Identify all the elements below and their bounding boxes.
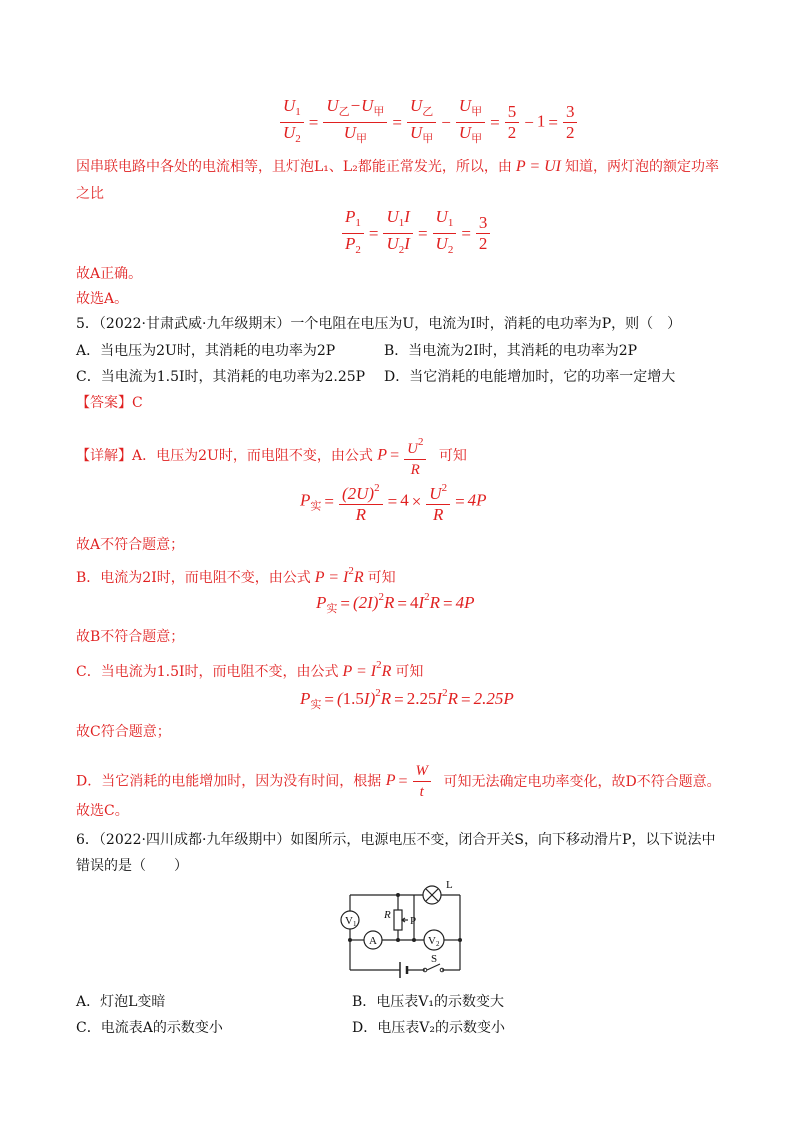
- q5-detail-b: B．电流为2I时，而电阻不变，由公式 $P = I^2R$ 可知: [76, 565, 396, 586]
- q5-option-b: B．当电流为2I时，其消耗的电功率为2P: [384, 343, 638, 359]
- q5-answer: 【答案】C: [76, 395, 143, 411]
- q5-verdict-c: 故C符合题意；: [76, 724, 171, 740]
- resistor-label: R: [384, 909, 391, 921]
- equation-c: $P_实 = (1.5I)^2R = 2.25I^2R = 2.25P$: [300, 687, 514, 711]
- q6-option-a: A．灯泡L变暗: [76, 994, 166, 1010]
- v2-label: V2: [428, 935, 440, 948]
- slider-label: P: [410, 915, 417, 927]
- q5-detail-d: D．当它消耗的电能增加时，因为没有时间，根据 P = $\frac{W}{t}$ 可知无法确定电功率变化，故D不符合题意。: [76, 763, 721, 800]
- v1-label: V1: [345, 915, 357, 928]
- q5-detail-c: C．当电流为1.5I时，而电阻不变，由公式 $P = I^2R$ 可知: [76, 659, 424, 680]
- switch-label: S: [431, 953, 438, 965]
- ammeter-label: A: [369, 935, 377, 947]
- q6-option-b: B．电压表V₁的示数变大: [352, 994, 505, 1010]
- circuit-diagram: [330, 878, 490, 988]
- power-ratio-equation: $\frac{P_1}{P_2}$ = $\frac{U_1I}{U_2I}$ = $\frac{U_1}{U_2}$ = $\frac{3}{2}$: [340, 207, 492, 260]
- q5-option-a: A．当电压为2U时，其消耗的电功率为2P: [76, 343, 336, 359]
- equation-a: $P_实$ = $\frac{(2U)^2}{R}$ = 4 × $\frac{U^2}{R}$ = 4P: [300, 478, 487, 525]
- q5-verdict-a: 故A不符合题意；: [76, 537, 185, 553]
- q6-stem-1: 6．（2022·四川成都·九年级期中）如图所示，电源电压不变，闭合开关S，向下移动滑片P，以下说法中: [76, 832, 716, 848]
- q5-detail-a: 【详解】A．电压为2U时，而电阻不变，由公式 P = $\frac{U^2}{R}$ 可知: [76, 432, 467, 480]
- prev-answer: 故A正确。: [76, 266, 143, 282]
- lamp-label: L: [446, 879, 453, 891]
- prev-choice: 故选A。: [76, 291, 129, 307]
- intro-line-cont: 之比: [76, 186, 104, 202]
- q6-option-c: C．电流表A的示数变小: [76, 1020, 223, 1036]
- voltage-ratio-equation: $\frac{U_1}{U_2}$ = $\frac{U_乙-U_甲}{U_甲}$ = $\frac{U_乙}{U_甲}$ − $\frac{U_甲}{U_甲}$ = $\frac{5}{2}$ − 1 = $\frac{3}{2}$: [278, 96, 579, 149]
- intro-line: 因串联电路中各处的电流相等，且灯泡L₁、L₂都能正常发光，所以，由 P = UI 知道，两灯泡的额定功率: [76, 158, 719, 175]
- q5-final: 故选C。: [76, 803, 129, 819]
- q6-stem-2: 错误的是（ ）: [76, 858, 188, 874]
- q5-option-c: C．当电流为1.5I时，其消耗的电功率为2.25P: [76, 369, 366, 385]
- equation-b: $P_实 = (2I)^2R = 4I^2R = 4P$: [316, 591, 475, 615]
- q5-stem: 5．（2022·甘肃武威·九年级期末）一个电阻在电压为U，电流为I时，消耗的电功率为P，则（ ）: [76, 316, 682, 332]
- q6-option-d: D．电压表V₂的示数变小: [352, 1020, 505, 1036]
- q5-option-d: D．当它消耗的电能增加时，它的功率一定增大: [384, 369, 676, 385]
- q5-verdict-b: 故B不符合题意；: [76, 629, 185, 645]
